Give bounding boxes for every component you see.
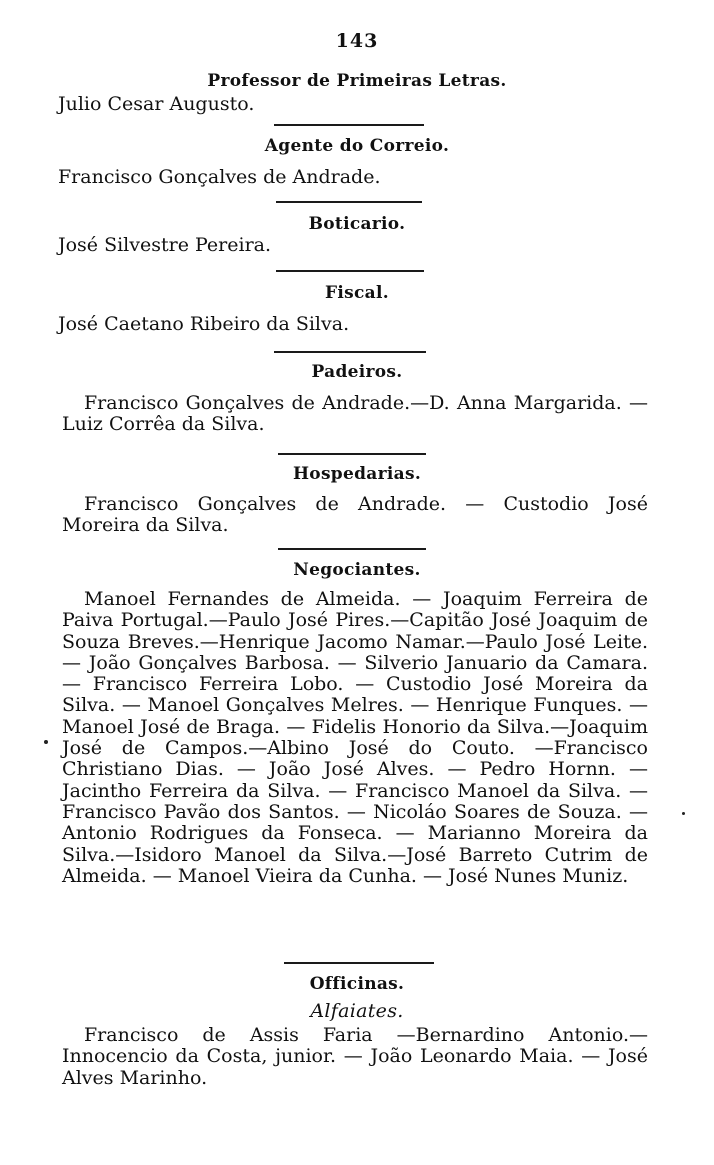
section-divider	[274, 124, 424, 126]
heading-agente: Agente do Correio.	[264, 136, 450, 156]
names-fiscal: José Caetano Ribeiro da Silva.	[58, 313, 350, 335]
heading-professor: Professor de Primeiras Letras.	[207, 71, 507, 91]
section-divider	[276, 201, 422, 203]
section-divider	[274, 351, 426, 353]
print-speck	[44, 740, 48, 744]
section-divider	[278, 548, 426, 550]
names-alfaiates: Francisco de Assis Faria —Bernardino Antonio.—Innocencio da Costa, junior. — João Leonardo Maia. — José Alves Marinho.	[62, 1024, 648, 1089]
heading-boticario: Boticario.	[308, 214, 406, 234]
print-speck	[682, 812, 685, 815]
heading-padeiros: Padeiros.	[311, 362, 403, 382]
heading-fiscal: Fiscal.	[325, 283, 389, 303]
names-boticario: José Silvestre Pereira.	[58, 234, 272, 256]
names-padeiros: Francisco Gonçalves de Andrade.—D. Anna Margarida. —Luiz Corrêa da Silva.	[62, 392, 648, 436]
section-divider	[278, 453, 426, 455]
subheading-alfaiates: Alfaiates.	[310, 1000, 404, 1022]
names-professor: Julio Cesar Augusto.	[58, 93, 255, 115]
names-hospedarias: Francisco Gonçalves de Andrade. — Custodio José Moreira da Silva.	[62, 493, 648, 537]
names-negociantes: Manoel Fernandes de Almeida. — Joaquim Ferreira de Paiva Portugal.—Paulo José Pires.—Capitão José Joaquim de Souza Breves.—Henrique Jacomo Namar.—Paulo José Leite. — João Gonçalves Barbosa. — Silverio Januario da Camara. — Francisco Ferreira Lobo. — Custodio José Moreira da Silva. — Manoel Gonçalves Melres. — Henrique Funques. — Manoel José de Braga. — Fidelis Honorio da Silva.—Joaquim José de Campos.—Albino José do Couto. —Francisco Christiano Dias. — João José Alves. — Pedro Hornn. — Jacintho Ferreira da Silva. — Francisco Manoel da Silva. — Francisco Pavão dos Santos. — Nicoláo Soares de Souza. — Antonio Rodrigues da Fonseca. — Marianno Moreira da Silva.—Isidoro Manoel da Silva.—José Barreto Cutrim de Almeida. — Manoel Vieira da Cunha. — José Nunes Muniz.	[62, 588, 648, 887]
names-agente: Francisco Gonçalves de Andrade.	[58, 166, 381, 188]
heading-officinas: Officinas.	[309, 974, 405, 994]
heading-hospedarias: Hospedarias.	[292, 464, 422, 484]
heading-negociantes: Negociantes.	[293, 560, 421, 580]
page-number: 143	[335, 30, 379, 52]
section-divider	[276, 270, 424, 272]
section-divider	[284, 962, 434, 964]
